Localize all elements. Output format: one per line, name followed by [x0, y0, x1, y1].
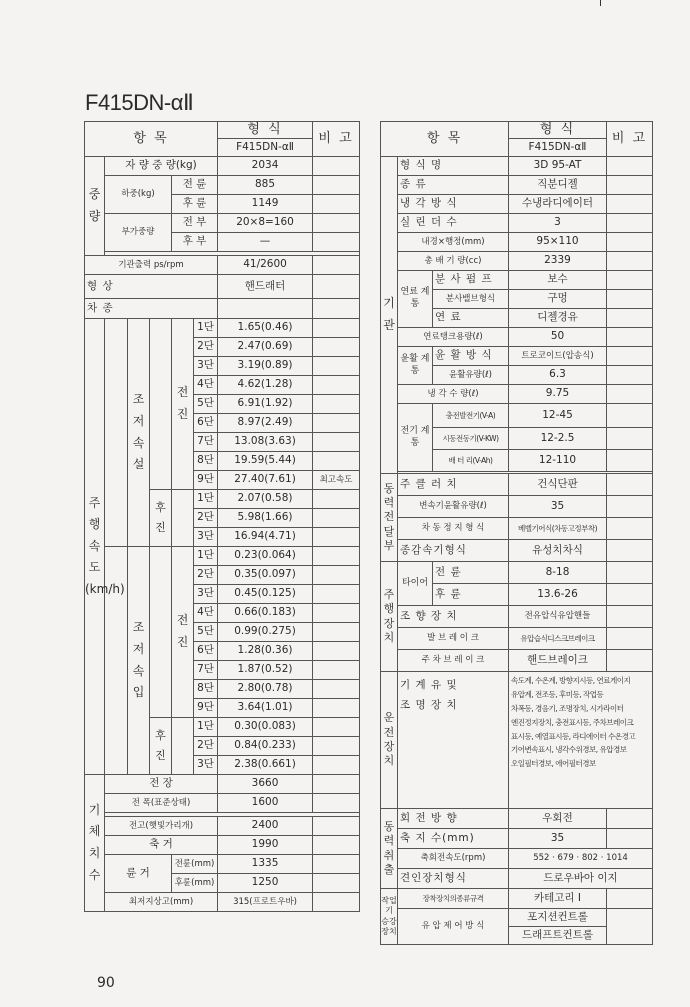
lube-cap-label: 윤활유량(ℓ) [433, 366, 509, 385]
tank-label: 연료탱크용량(ℓ) [398, 328, 509, 347]
diff-lock-value: 베벨기어식(차동고정부착) [509, 518, 607, 540]
nozzle-label: 분사밸브형식 [433, 290, 509, 309]
note-cell [607, 584, 653, 606]
note-cell [313, 299, 360, 319]
speed-low-rev: 후 진 [150, 718, 172, 775]
note-cell [607, 428, 653, 450]
header-model: F415DN-αⅡ [509, 139, 607, 157]
category-value: 카테고리 Ⅰ [509, 889, 607, 909]
engine-kind-value: 직분디젤 [509, 176, 607, 195]
cooling-label: 냉 각 방 식 [398, 195, 509, 214]
corner-mark [600, 0, 601, 6]
gear-value: 2.80(0.78) [218, 680, 313, 699]
gear-value: 3.64(1.01) [218, 699, 313, 718]
header-model: F415DN-αⅡ [218, 139, 313, 157]
brake-label: 발 브 레 이 크 [398, 628, 509, 650]
gear-value: 0.30(0.083) [218, 718, 313, 737]
gear-label: 3단 [194, 756, 218, 775]
width-label: 전 폭(표준상태) [105, 794, 218, 813]
starter-value: 12-2.5 [509, 428, 607, 450]
implement-group: 부가중량 [105, 214, 172, 252]
note-cell [313, 661, 360, 680]
note-cell [607, 650, 653, 672]
desc-line: 오일필터경보, 에어필터경보 [511, 759, 596, 769]
header-type: 형 식 [218, 122, 313, 139]
pump-label: 분 사 펌 프 [433, 271, 509, 290]
gear-value: 19.59(5.44) [218, 452, 313, 471]
lube-method-value: 트로코이드(압송식) [509, 347, 607, 366]
implement-front-value: 20×8=160 [218, 214, 313, 233]
note-cell [313, 817, 360, 836]
note-cell [313, 509, 360, 528]
note-cell [607, 404, 653, 428]
note-cell [313, 623, 360, 642]
note-cell [313, 395, 360, 414]
steering-value: 핸드래터 [218, 275, 313, 299]
speed-low-group: 조 저 속 입 [128, 547, 150, 775]
length-label: 전 장 [105, 775, 218, 794]
note-cell [607, 809, 653, 829]
lube-cap-value: 6.3 [509, 366, 607, 385]
rotation-value: 우회전 [509, 809, 607, 829]
clutch-label: 주 클 러 치 [398, 474, 509, 496]
note-cell [313, 547, 360, 566]
instrument-label: 기 계 유 및 [400, 679, 458, 691]
desc-line: 표시등, 예열표시등, 라디에이터 수온경고 [511, 731, 636, 741]
note-cell [607, 540, 653, 562]
note-cell [607, 628, 653, 650]
gear-value: 8.97(2.49) [218, 414, 313, 433]
tire-rear-label: 후 륜 [433, 584, 509, 606]
drive-group: 주 행 장 치 [381, 562, 398, 672]
gear-value: 2.07(0.58) [218, 490, 313, 509]
speed-blank [150, 319, 172, 490]
desc-line: 유압계, 전조등, 후미등, 작업등 [511, 689, 604, 699]
generator-label: 충전발전기(V-A) [433, 404, 509, 428]
light-label: 조 명 장 치 [400, 698, 458, 711]
gear-value: 3.19(0.89) [218, 357, 313, 376]
tire-front-label: 전 륜 [433, 562, 509, 584]
hitch-value: 드로우바아 이지 [509, 869, 653, 889]
gear-value: 1.87(0.52) [218, 661, 313, 680]
displacement-value: 2339 [509, 252, 607, 271]
starter-label: 시동전동기(V-KW) [433, 428, 509, 450]
tread-front-value: 1335 [218, 855, 313, 874]
gear-label: 5단 [194, 395, 218, 414]
weight-group: 중 량 [85, 157, 105, 256]
note-cell [313, 604, 360, 623]
lube-group: 윤활 계통 [398, 347, 433, 385]
clearance-label: 최저지상고(mm) [105, 893, 218, 912]
note-cell [607, 157, 653, 176]
note-cell [607, 233, 653, 252]
gear-value: 5.98(1.66) [218, 509, 313, 528]
fuel-value: 디젤경유 [509, 309, 607, 328]
gear-label: 8단 [194, 680, 218, 699]
gear-label: 9단 [194, 471, 218, 490]
operation-group: 운 전 장 치 [381, 672, 398, 809]
gear-value: 0.45(0.125) [218, 585, 313, 604]
note-cell [313, 275, 360, 299]
dims-group: 기 체 치 수 [85, 775, 105, 912]
implement-rear-value: — [218, 233, 313, 252]
clearance-value: 315(프로트우바) [218, 893, 313, 912]
steering-label: 형 상 [85, 275, 218, 299]
rear-load-value: 1149 [218, 195, 313, 214]
note-cell [313, 855, 360, 874]
coolant-label: 냉 각 수 량(ℓ) [398, 385, 509, 404]
pto-value: 41/2600 [218, 256, 313, 275]
rotation-label: 회 전 방 향 [398, 809, 509, 829]
wheelbase-value: 1990 [218, 836, 313, 855]
cylinders-label: 실 린 더 수 [398, 214, 509, 233]
note-cell [313, 319, 360, 338]
note-cell [313, 338, 360, 357]
gear-label: 3단 [194, 357, 218, 376]
note-cell [607, 252, 653, 271]
note-cell [313, 699, 360, 718]
speed-blank [150, 547, 172, 718]
tread-rear-value: 1250 [218, 874, 313, 893]
header-note: 비 고 [607, 122, 653, 157]
fuel-label: 연 료 [433, 309, 509, 328]
gear-value: 13.08(3.63) [218, 433, 313, 452]
gear-label: 1단 [194, 547, 218, 566]
desc-line: 속도계, 수온계, 방향지시등, 연료게이지 [511, 676, 631, 685]
note-cell [313, 893, 360, 912]
speed-blank [105, 319, 128, 547]
right-spec-table [380, 121, 653, 945]
tire-front-value: 8-18 [509, 562, 607, 584]
vehicle-type-label: 차 종 [85, 299, 218, 319]
implement-rear-label: 후 부 [172, 233, 218, 252]
gear-label: 7단 [194, 433, 218, 452]
rear-load-label: 후 륜 [172, 195, 218, 214]
length-value: 3660 [218, 775, 313, 794]
max-speed-note: 최고속도 [313, 471, 360, 490]
engine-type-value: 3D 95-AT [509, 157, 607, 176]
note-cell [313, 528, 360, 547]
speed-blank [172, 718, 194, 775]
final-label: 종감속기형식 [398, 540, 509, 562]
gear-value: 0.66(0.183) [218, 604, 313, 623]
note-cell [607, 309, 653, 328]
left-spec-table [84, 121, 360, 912]
pto-group: 동 력 취 출 [381, 809, 398, 889]
gear-label: 4단 [194, 376, 218, 395]
battery-value: 12-110 [509, 450, 607, 472]
engine-kind-label: 종 류 [398, 176, 509, 195]
desc-line: 기어변속표시, 냉각수위경보, 유압경보 [511, 745, 627, 755]
gear-label: 6단 [194, 414, 218, 433]
tire-group: 타이어 [398, 562, 433, 606]
note-cell [313, 718, 360, 737]
header-item: 항 목 [85, 122, 218, 157]
desc-line: 엔진정지장치, 충전표시등, 주차브레이크 [511, 717, 634, 727]
pump-value: 보수 [509, 271, 607, 290]
note-cell [607, 518, 653, 540]
shaft-label: 축 지 수(mm) [398, 829, 509, 849]
gear-value: 1.28(0.36) [218, 642, 313, 661]
control-label: 유 압 제 어 방 식 [398, 909, 509, 945]
pto-speed-value: 552 · 679 · 802 · 1014 [509, 849, 653, 869]
note-cell [313, 680, 360, 699]
steer-value: 전유압식유압핸들 [509, 606, 607, 628]
engine-type-label: 형 식 명 [398, 157, 509, 176]
control-value-2: 드래프트컨트롤 [509, 927, 607, 945]
header-type: 형 식 [509, 122, 607, 139]
load-group: 하중(kg) [105, 176, 172, 214]
note-cell [313, 836, 360, 855]
vehicle-weight-value: 2034 [218, 157, 313, 176]
power-group: 동 력 전 달 부 [381, 474, 398, 562]
brake-value: 유압습식디스크브레이크 [509, 628, 607, 650]
width-value: 1600 [218, 794, 313, 813]
note-cell [607, 496, 653, 518]
speed-blank [172, 490, 194, 547]
elec-group: 전기 계통 [398, 404, 433, 472]
desc-line: 차폭등, 경음기, 조명장치, 시가라이터 [511, 703, 624, 713]
gear-label: 8단 [194, 452, 218, 471]
note-cell [313, 756, 360, 775]
gear-value: 0.99(0.275) [218, 623, 313, 642]
note-cell [607, 474, 653, 496]
speed-high-rev: 후 진 [150, 490, 172, 547]
note-cell [607, 889, 653, 909]
lube-method-label: 윤 활 방 식 [433, 347, 509, 366]
speed-high-fwd: 전 진 [172, 319, 194, 490]
note-cell [313, 414, 360, 433]
header-item: 항 목 [381, 122, 509, 157]
gear-value: 2.47(0.69) [218, 338, 313, 357]
vehicle-type-value [218, 299, 313, 319]
battery-label: 배 터 리(V-Ah) [433, 450, 509, 472]
gear-label: 1단 [194, 490, 218, 509]
control-value-1: 포지션컨트롤 [509, 909, 607, 927]
tread-group: 륜 거 [105, 855, 172, 893]
clutch-value: 건식단판 [509, 474, 607, 496]
note-cell [313, 452, 360, 471]
pto-speed-label: 축회전속도(rpm) [398, 849, 509, 869]
gear-value: 0.35(0.097) [218, 566, 313, 585]
note-cell [313, 737, 360, 756]
gear-value: 0.23(0.064) [218, 547, 313, 566]
gear-label: 4단 [194, 604, 218, 623]
note-cell [313, 157, 360, 176]
note-cell [607, 450, 653, 472]
gear-label: 1단 [194, 319, 218, 338]
gear-label: 2단 [194, 509, 218, 528]
note-cell [607, 909, 653, 945]
gear-label: 1단 [194, 718, 218, 737]
height-value: 2400 [218, 817, 313, 836]
gear-value: 2.38(0.661) [218, 756, 313, 775]
gear-label: 9단 [194, 699, 218, 718]
cooling-value: 수냉라디에이터 [509, 195, 607, 214]
height-label: 전고(햇빛가리개) [105, 817, 218, 836]
note-cell [313, 357, 360, 376]
instrument-labels [398, 672, 509, 809]
gear-value: 16.94(4.71) [218, 528, 313, 547]
tread-front-label: 전륜(mm) [172, 855, 218, 874]
cylinders-value: 3 [509, 214, 607, 233]
page-number: 90 [97, 975, 115, 991]
note-cell [607, 195, 653, 214]
note-cell [313, 256, 360, 275]
tire-rear-value: 13.6-26 [509, 584, 607, 606]
shaft-value: 35 [509, 829, 607, 849]
trans-oil-label: 변속기윤활유량(ℓ) [398, 496, 509, 518]
pto-label: 기관출력 ps/rpm [85, 256, 218, 275]
bore-stroke-value: 95×110 [509, 233, 607, 252]
final-value: 유성치차식 [509, 540, 607, 562]
gear-label: 6단 [194, 642, 218, 661]
park-value: 핸드브레이크 [509, 650, 607, 672]
note-cell [313, 490, 360, 509]
gear-label: 7단 [194, 661, 218, 680]
diff-lock-label: 차 동 정 지 형 식 [398, 518, 509, 540]
note-cell [313, 775, 360, 794]
hitch-label: 견인장치형식 [398, 869, 509, 889]
note-cell [607, 347, 653, 366]
gear-value: 6.91(1.92) [218, 395, 313, 414]
gear-label: 3단 [194, 585, 218, 604]
tread-rear-label: 후륜(mm) [172, 874, 218, 893]
gear-label: 3단 [194, 528, 218, 547]
note-cell [313, 233, 360, 252]
note-cell [607, 606, 653, 628]
note-cell [607, 176, 653, 195]
note-cell [607, 328, 653, 347]
gear-value: 27.40(7.61) [218, 471, 313, 490]
header-note: 비 고 [313, 122, 360, 157]
note-cell [607, 366, 653, 385]
trans-oil-value: 35 [509, 496, 607, 518]
note-cell [313, 874, 360, 893]
speed-low-fwd: 전 진 [172, 547, 194, 718]
speed-high-group: 조 저 속 설 [128, 319, 150, 547]
note-cell [313, 376, 360, 395]
note-cell [313, 176, 360, 195]
category-label: 장착장치의종류규격 [398, 889, 509, 909]
note-cell [607, 214, 653, 233]
note-cell [313, 433, 360, 452]
gear-value: 0.84(0.233) [218, 737, 313, 756]
note-cell [313, 585, 360, 604]
gear-label: 2단 [194, 737, 218, 756]
gear-label: 2단 [194, 566, 218, 585]
note-cell [607, 385, 653, 404]
displacement-label: 총 배 기 량(cc) [398, 252, 509, 271]
gear-label: 2단 [194, 338, 218, 357]
page-title: F415DN-αⅡ [85, 90, 194, 115]
note-cell [607, 290, 653, 309]
operation-desc [509, 672, 653, 809]
implement-group: 작업기 승강 장치 [381, 889, 398, 945]
implement-front-label: 전 부 [172, 214, 218, 233]
note-cell [607, 562, 653, 584]
nozzle-value: 구멍 [509, 290, 607, 309]
note-cell [607, 271, 653, 290]
park-label: 주 차 브 레 이 크 [398, 650, 509, 672]
note-cell [313, 566, 360, 585]
note-cell [607, 829, 653, 849]
fuel-group: 연료 계통 [398, 271, 433, 328]
front-load-label: 전 륜 [172, 176, 218, 195]
front-load-value: 885 [218, 176, 313, 195]
note-cell [313, 214, 360, 233]
vehicle-weight-label: 자 량 중 량(kg) [105, 157, 218, 176]
note-cell [313, 642, 360, 661]
note-cell [313, 195, 360, 214]
gear-label: 5단 [194, 623, 218, 642]
gear-value: 4.62(1.28) [218, 376, 313, 395]
generator-value: 12-45 [509, 404, 607, 428]
wheelbase-label: 축 거 [105, 836, 218, 855]
speed-blank [105, 547, 128, 775]
tank-value: 50 [509, 328, 607, 347]
gear-value: 1.65(0.46) [218, 319, 313, 338]
engine-group: 기 관 [381, 157, 398, 474]
steer-label: 조 향 장 치 [398, 606, 509, 628]
coolant-value: 9.75 [509, 385, 607, 404]
speed-group: 주 행 속 도 (km/h) [85, 319, 105, 775]
bore-stroke-label: 내경×행정(mm) [398, 233, 509, 252]
note-cell [313, 794, 360, 813]
